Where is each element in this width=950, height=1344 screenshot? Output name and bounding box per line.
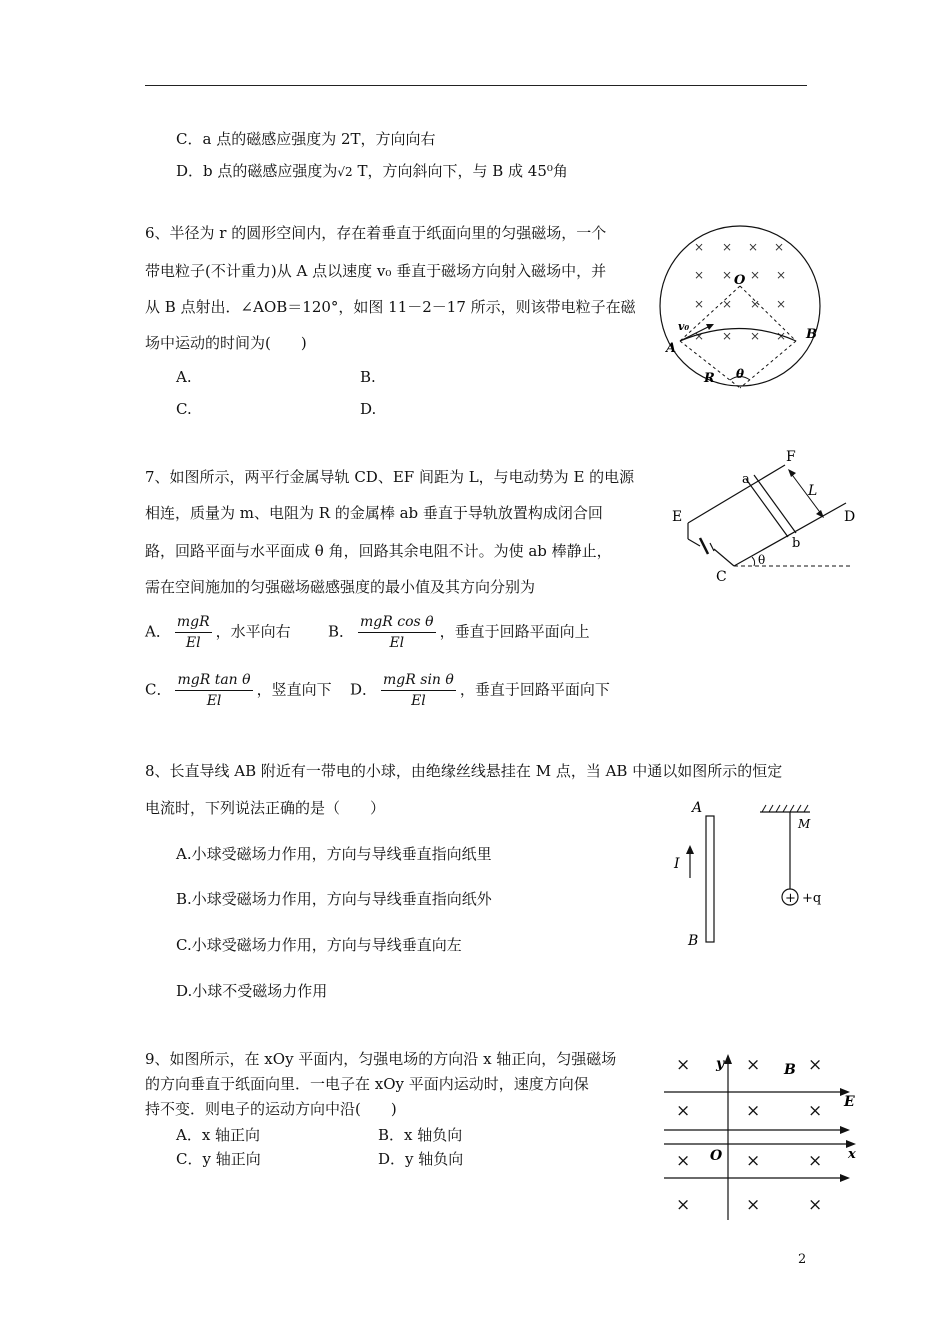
y-axis-arrowhead [724, 1054, 732, 1064]
page-number: 2 [798, 1252, 807, 1267]
label-l: L [808, 483, 818, 499]
q9-figure [664, 1048, 864, 1220]
q6-line-4: 场中运动的时间为( ) [145, 334, 307, 352]
frac-num: mgR tan θ [175, 670, 252, 691]
q7-option-b-label: B． [328, 622, 355, 641]
frac-num: mgR sin θ [381, 670, 456, 691]
q9-option-a: A．x 轴正向 [176, 1126, 261, 1144]
label-f: F [786, 449, 796, 465]
q7-option-c-text: ，竖直向下 [256, 680, 332, 699]
q8-figure [670, 798, 840, 953]
svg-text:×: × [808, 1055, 823, 1075]
label-e: E [672, 509, 683, 525]
label-d: D [844, 509, 856, 525]
rod-ab-1 [746, 479, 788, 537]
field-circle [660, 226, 820, 386]
q9-line-1: 9、如图所示，在 xOy 平面内，匀强电场的方向沿 x 轴正向，匀强磁场 [145, 1050, 617, 1068]
label-m: M [798, 817, 811, 831]
field-arrow-3 [840, 1174, 850, 1182]
q7-option-b-text: ，垂直于回路平面向上 [439, 622, 590, 641]
q9-option-b: B．x 轴负向 [378, 1126, 463, 1144]
frac-den: El [185, 635, 201, 651]
l-arrow-bottom [816, 510, 824, 518]
svg-text:×: × [722, 329, 733, 343]
svg-text:×: × [776, 268, 787, 282]
q7-line-3: 路，回路平面与水平面成 θ 角，回路其余电阻不计。为使 ab 棒静止， [145, 542, 612, 560]
label-a: A [692, 800, 703, 816]
svg-text:×: × [694, 329, 705, 343]
label-b: b [792, 536, 801, 551]
label-e: E [844, 1094, 855, 1110]
rail-ef [688, 465, 785, 523]
svg-text:×: × [774, 240, 785, 254]
svg-text:×: × [808, 1101, 823, 1121]
battery-plate-2 [710, 543, 714, 551]
battery-plate-1 [700, 538, 708, 554]
q9-line-3: 持不变．则电子的运动方向中沿( ) [145, 1100, 397, 1118]
label-theta: θ [758, 553, 766, 567]
svg-text:×: × [750, 297, 761, 311]
q6-figure [660, 220, 830, 400]
q7-option-d-fraction [381, 670, 456, 711]
q5-option-c: C．a 点的磁感应强度为 2T，方向向右 [176, 130, 436, 148]
rod-ab-2 [754, 475, 796, 533]
svg-text:×: × [722, 240, 733, 254]
q7-line-2: 相连，质量为 m、电阻为 R 的金属棒 ab 垂直于导轨放置构成闭合回 [145, 504, 603, 522]
q7-option-d-label: D． [350, 680, 378, 699]
q5-option-d [176, 160, 568, 181]
l-arrow-top [788, 469, 796, 477]
svg-text:×: × [676, 1101, 691, 1121]
q7-option-a-fraction [175, 612, 212, 653]
q9-line-2: 的方向垂直于纸面向里．一电子在 xOy 平面内运动时，速度方向保 [145, 1075, 589, 1093]
svg-text:×: × [746, 1055, 761, 1075]
svg-text:×: × [746, 1195, 761, 1215]
q7-option-d-text: ，垂直于回路平面向下 [459, 680, 610, 699]
field-crosses [676, 1055, 822, 1215]
label-c: C [716, 569, 727, 585]
label-y: y [716, 1056, 725, 1072]
q7-option-a-label: A． [145, 622, 171, 641]
label-b: B [784, 1062, 796, 1078]
svg-text:×: × [808, 1195, 823, 1215]
q6-line-2: 带电粒子(不计重力)从 A 点以速度 v₀ 垂直于磁场方向射入磁场中，并 [145, 262, 607, 280]
svg-text:×: × [750, 329, 761, 343]
label-x: x [848, 1147, 856, 1162]
q6-line-3: 从 B 点射出．∠AOB＝120°，如图 11－2－17 所示，则该带电粒子在磁 [145, 298, 636, 316]
q7-option-a [145, 612, 291, 653]
label-i: I [674, 856, 680, 872]
theta-arc [752, 557, 755, 566]
q8-option-d: D.小球不受磁场力作用 [176, 982, 328, 1000]
q7-line-1: 7、如图所示，两平行金属导轨 CD、EF 间距为 L，与电动势为 E 的电源 [145, 468, 635, 486]
q7-line-4: 需在空间施加的匀强磁场磁感强度的最小值及其方向分别为 [145, 578, 536, 596]
q7-option-b-fraction [358, 612, 436, 653]
svg-text:×: × [676, 1195, 691, 1215]
svg-text:×: × [746, 1101, 761, 1121]
q9-option-c: C．y 轴正向 [176, 1150, 261, 1168]
label-v0: v₀ [678, 320, 690, 333]
q7-option-b [328, 612, 590, 653]
label-b: B [688, 933, 699, 949]
svg-text:×: × [750, 268, 761, 282]
ceiling-hatch [762, 805, 808, 812]
frac-num: mgR [175, 612, 212, 633]
q7-figure [670, 445, 860, 585]
svg-text:×: × [776, 329, 787, 343]
svg-text:×: × [694, 268, 705, 282]
frac-den: El [389, 635, 405, 651]
q7-option-c-label: C． [145, 680, 172, 699]
q7-option-a-text: ，水平向右 [215, 622, 291, 641]
label-b: B [806, 327, 817, 342]
q6-option-a: A. [176, 368, 192, 386]
q8-option-c: C.小球受磁场力作用，方向与导线垂直向左 [176, 936, 462, 954]
header-rule [145, 85, 807, 86]
ball-plus: + [785, 891, 796, 906]
q8-option-b: B.小球受磁场力作用，方向与导线垂直指向纸外 [176, 890, 492, 908]
svg-text:×: × [808, 1151, 823, 1171]
svg-text:×: × [676, 1151, 691, 1171]
label-o: O [710, 1148, 723, 1164]
frac-den: El [206, 693, 222, 709]
q7-option-c-fraction [175, 670, 252, 711]
svg-text:×: × [776, 297, 787, 311]
q6-line-1: 6、半径为 r 的圆形空间内，存在着垂直于纸面向里的匀强磁场，一个 [145, 224, 607, 242]
label-q: +q [802, 891, 822, 906]
wire-e2 [688, 539, 700, 546]
q5-option-d-pre: D．b 点的磁感应强度为 [176, 162, 338, 180]
frac-den: El [411, 693, 426, 709]
svg-text:×: × [694, 297, 705, 311]
current-arrowhead [686, 845, 694, 854]
svg-text:×: × [694, 240, 705, 254]
q9-option-d: D．y 轴负向 [378, 1150, 464, 1168]
q6-option-b: B. [360, 368, 376, 386]
q6-option-c: C. [176, 400, 192, 418]
wire-ab [706, 816, 714, 942]
q5-option-d-post: T，方向斜向下，与 B 成 45⁰角 [352, 162, 568, 180]
wire-c [714, 549, 734, 566]
q8-line-1: 8、长直导线 AB 附近有一带电的小球，由绝缘丝线悬挂在 M 点，当 AB 中通以如图所示的恒定 [145, 762, 783, 780]
label-a: A [666, 341, 677, 356]
q6-option-d: D. [360, 400, 377, 418]
label-r: R [704, 371, 715, 386]
label-a: a [742, 472, 750, 487]
rail-cd [734, 503, 846, 566]
svg-text:×: × [722, 268, 733, 282]
q7-option-d [350, 670, 610, 711]
q7-option-c [145, 670, 332, 711]
svg-text:×: × [722, 297, 733, 311]
svg-text:×: × [676, 1055, 691, 1075]
field-arrow-2 [840, 1126, 850, 1134]
q8-line-2: 电流时，下列说法正确的是（ ） [145, 799, 386, 817]
frac-num: mgR cos θ [358, 612, 436, 633]
sqrt-two: √2 [337, 165, 353, 179]
svg-text:×: × [748, 240, 759, 254]
radius-ob [740, 286, 796, 341]
label-o: O [734, 273, 746, 288]
label-theta: θ [736, 367, 745, 381]
svg-text:×: × [746, 1151, 761, 1171]
q8-option-a: A.小球受磁场力作用，方向与导线垂直指向纸里 [176, 845, 492, 863]
